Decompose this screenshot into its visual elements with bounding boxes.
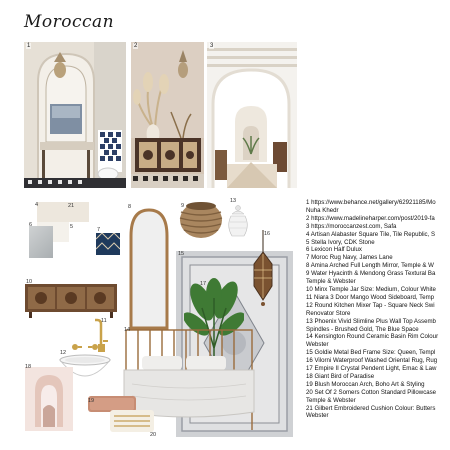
item-number: 7 [97, 227, 101, 233]
woven-basket [178, 198, 224, 240]
source-line: 15 Goldie Metal Bed Frame Size: Queen, Templ [306, 349, 436, 357]
source-line: 14 Kensington Round Ceramic Basin Rim Colour [306, 333, 439, 341]
source-line: 9 Water Hyacinth & Mendong Grass Textural Ba [306, 270, 436, 278]
source-line: 1 https://www.behance.net/gallery/62921185/Mo [306, 199, 436, 206]
embroidered-cushion [110, 410, 154, 432]
source-line: 3 https://moroccanzest.com, Safa [306, 222, 397, 230]
inspiration-photo-bathroom [24, 42, 126, 188]
item-number: 15 [178, 251, 185, 257]
item-number: 6 [29, 222, 33, 228]
item-number: 4 [35, 202, 39, 208]
item-number: 13 [230, 198, 237, 204]
paint-swatch-lexicon [29, 226, 53, 258]
source-line: 8 Amina Arched Full Length Mirror, Temple & W [306, 262, 434, 270]
source-line: Nuha Khedr [306, 206, 339, 214]
sideboard-shape [25, 284, 117, 318]
item-number: 8 [128, 204, 132, 210]
source-line: 10 Minx Temple Jar Size: Medium, Colour White [306, 285, 436, 293]
item-number: 17 [200, 281, 207, 287]
source-line: 18 Giant Bird of Paradise [306, 372, 375, 380]
basket-shape [178, 198, 224, 240]
source-line: 4 Artisan Alabaster Square Tile, Tile Republic, S [306, 230, 436, 238]
vignette-illustration [131, 42, 204, 188]
rug-swatch-navy [96, 233, 120, 255]
mango-wood-sideboard [25, 284, 117, 318]
source-line: 20 Set Of 2 Somers Cotton Standard Pillowcase [306, 388, 437, 396]
source-line: 16 Vilorni Waterproof Washed Oriental Rug, Rug [306, 357, 438, 365]
item-number: 19 [88, 398, 95, 404]
board-title: Moroccan [24, 12, 115, 32]
source-line: Webster [306, 341, 329, 349]
photo-number: 2 [134, 43, 138, 49]
arched-mirror [128, 206, 170, 330]
source-line: 7 Moroc Rug Navy, James Lane [306, 254, 393, 262]
pendant-shape [248, 230, 278, 308]
item-number: 16 [264, 231, 271, 237]
source-line: 21 Gilbert Embroidered Cushion Colour: Butters [306, 404, 436, 412]
source-line: 5 Stella Ivory, CDK Stone [306, 238, 375, 246]
tile-swatch-artisan [37, 202, 89, 222]
source-line: 11 Niara 3 Door Mango Wood Sideboard, Temp [306, 293, 435, 301]
photo-number: 1 [27, 43, 31, 49]
source-line: 6 Lexicon Half Dulux [306, 246, 362, 254]
source-line: 12 Round Kitchen Mixer Tap - Square Neck Swi [306, 301, 435, 309]
cushion-shape [110, 410, 154, 432]
item-number: 5 [70, 224, 74, 230]
moroccan-arch-art [25, 367, 73, 431]
item-number: 11 [101, 318, 107, 324]
arch-art-shape [25, 367, 73, 431]
source-line: Temple & Webster [306, 396, 356, 404]
item-number: 12 [60, 350, 67, 356]
item-number: 10 [26, 279, 33, 285]
item-number: 18 [25, 364, 32, 370]
corridor-illustration [207, 42, 297, 188]
inspiration-photo-vignette [131, 42, 204, 188]
source-line: 17 Empire II Crystal Pendent Light, Emac & Law [306, 365, 437, 373]
jar-shape [226, 204, 250, 240]
source-line: 13 Phoenix Vivid Slimline Plus Wall Top Assemb [306, 317, 436, 325]
photo-number: 3 [210, 43, 214, 49]
item-number: 14 [124, 327, 131, 333]
wall-top-spindles [70, 339, 100, 349]
source-line: 19 Blush Moroccan Arch, Boho Art & Styling [306, 380, 425, 388]
item-number: 9 [181, 203, 185, 209]
inspiration-photo-corridor [207, 42, 297, 188]
sources-list [306, 199, 450, 420]
source-line: Temple & Webster [306, 278, 356, 286]
source-line: Spindles - Brushed Gold, The Blue Space [306, 325, 419, 333]
crystal-pendant-light [248, 230, 278, 308]
source-line: 2 https://www.madelineharper.com/post/2019-fa [306, 214, 435, 222]
source-line: Renovator Store [306, 309, 351, 317]
mirror-frame [128, 206, 170, 330]
temple-jar [226, 204, 250, 240]
source-line: Webster [306, 412, 329, 420]
bathroom-illustration [24, 42, 126, 188]
item-number: 20 [150, 432, 157, 438]
spindles-shape [70, 342, 100, 352]
rug-pattern [96, 233, 120, 255]
item-number: 21 [68, 203, 75, 209]
